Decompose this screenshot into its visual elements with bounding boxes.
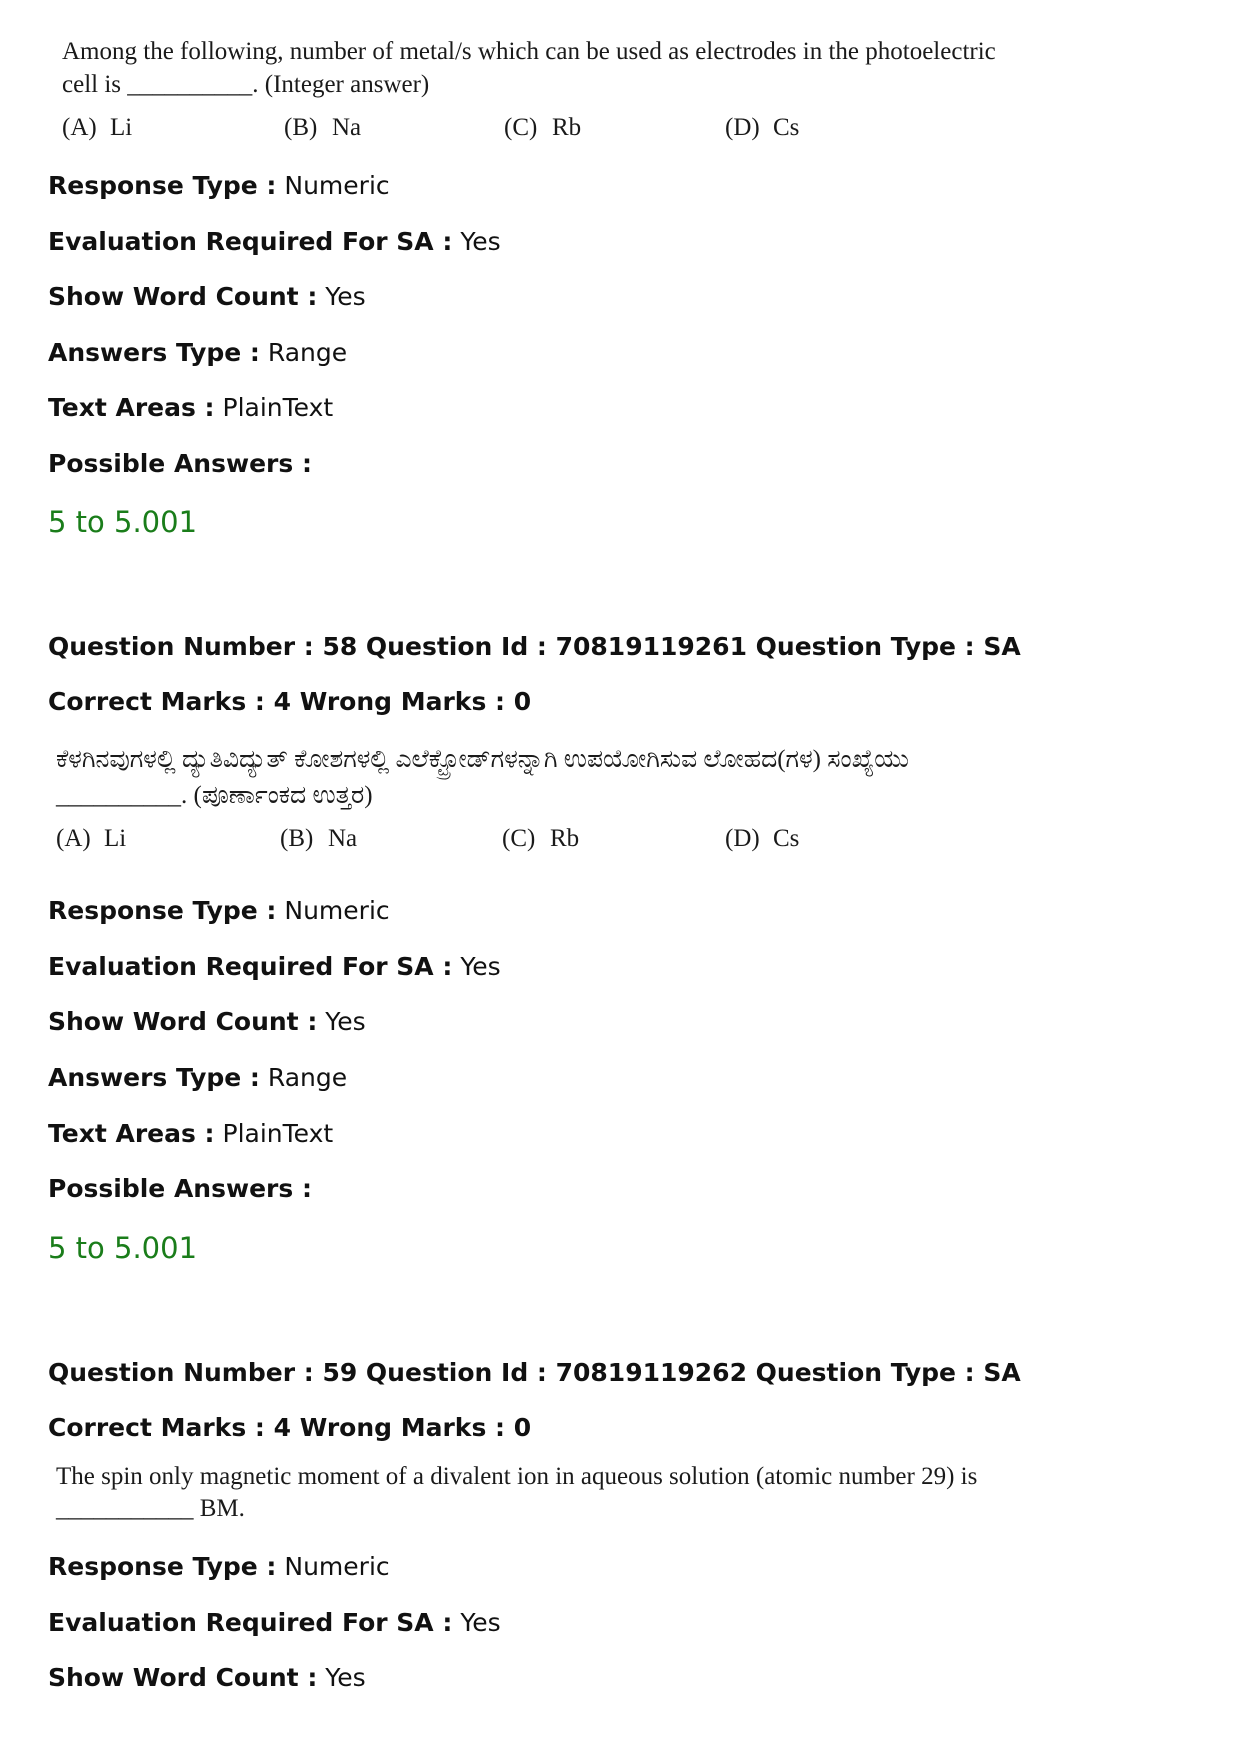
question-text-line: ___________ BM.	[56, 1495, 245, 1522]
evaluation-required-field: Evaluation Required For SA : Yes	[48, 227, 501, 256]
text-areas-field: Text Areas : PlainText	[48, 1119, 334, 1148]
option-a: (A) Li	[56, 825, 127, 852]
question-marks: Correct Marks : 4 Wrong Marks : 0	[48, 1413, 532, 1442]
evaluation-required-field: Evaluation Required For SA : Yes	[48, 1608, 501, 1637]
possible-answers-label: Possible Answers :	[48, 449, 312, 478]
response-type-field: Response Type : Numeric	[48, 896, 390, 925]
text-areas-field: Text Areas : PlainText	[48, 393, 334, 422]
option-b: (B) Na	[280, 825, 358, 852]
option-a: (A) Li	[62, 114, 133, 141]
response-type-field: Response Type : Numeric	[48, 171, 390, 200]
option-d: (D) Cs	[725, 114, 800, 141]
show-word-count-field: Show Word Count : Yes	[48, 1007, 366, 1036]
response-type-field: Response Type : Numeric	[48, 1552, 390, 1581]
question-text-line: The spin only magnetic moment of a divalent ion in aqueous solution (atomic number 29) is	[56, 1463, 978, 1490]
question-header: Question Number : 59 Question Id : 70819119262 Question Type : SA	[48, 1358, 1021, 1387]
evaluation-required-field: Evaluation Required For SA : Yes	[48, 952, 501, 981]
answers-type-field: Answers Type : Range	[48, 338, 348, 367]
question-text-line: Among the following, number of metal/s which can be used as electrodes in the photoelectric	[62, 38, 996, 65]
possible-answer-value: 5 to 5.001	[48, 505, 198, 539]
option-c: (C) Rb	[502, 825, 580, 852]
answers-type-field: Answers Type : Range	[48, 1063, 348, 1092]
question-text-line: ಕೆಳಗಿನವುಗಳಲ್ಲಿ ದ್ಯುತಿವಿದ್ಯುತ್ ಕೋಶಗಳಲ್ಲಿ ಎಲೆಕ್ಟ್ರೋಡ್‌ಗಳನ್ನಾಗಿ ಉಪಯೋಗಿಸುವ ಲೋಹದ(ಗಳ) ಸಂಖ್ಯೆಯು	[56, 746, 909, 773]
question-marks: Correct Marks : 4 Wrong Marks : 0	[48, 687, 532, 716]
question-text-line: cell is __________. (Integer answer)	[62, 71, 430, 98]
question-text-line: __________. (ಪೂರ್ಣಾಂಕದ ಉತ್ತರ)	[56, 782, 373, 809]
option-c: (C) Rb	[504, 114, 582, 141]
option-d: (D) Cs	[725, 825, 800, 852]
show-word-count-field: Show Word Count : Yes	[48, 282, 366, 311]
show-word-count-field: Show Word Count : Yes	[48, 1663, 366, 1692]
possible-answers-label: Possible Answers :	[48, 1174, 312, 1203]
possible-answer-value: 5 to 5.001	[48, 1231, 198, 1265]
question-header: Question Number : 58 Question Id : 70819119261 Question Type : SA	[48, 632, 1021, 661]
option-b: (B) Na	[284, 114, 362, 141]
